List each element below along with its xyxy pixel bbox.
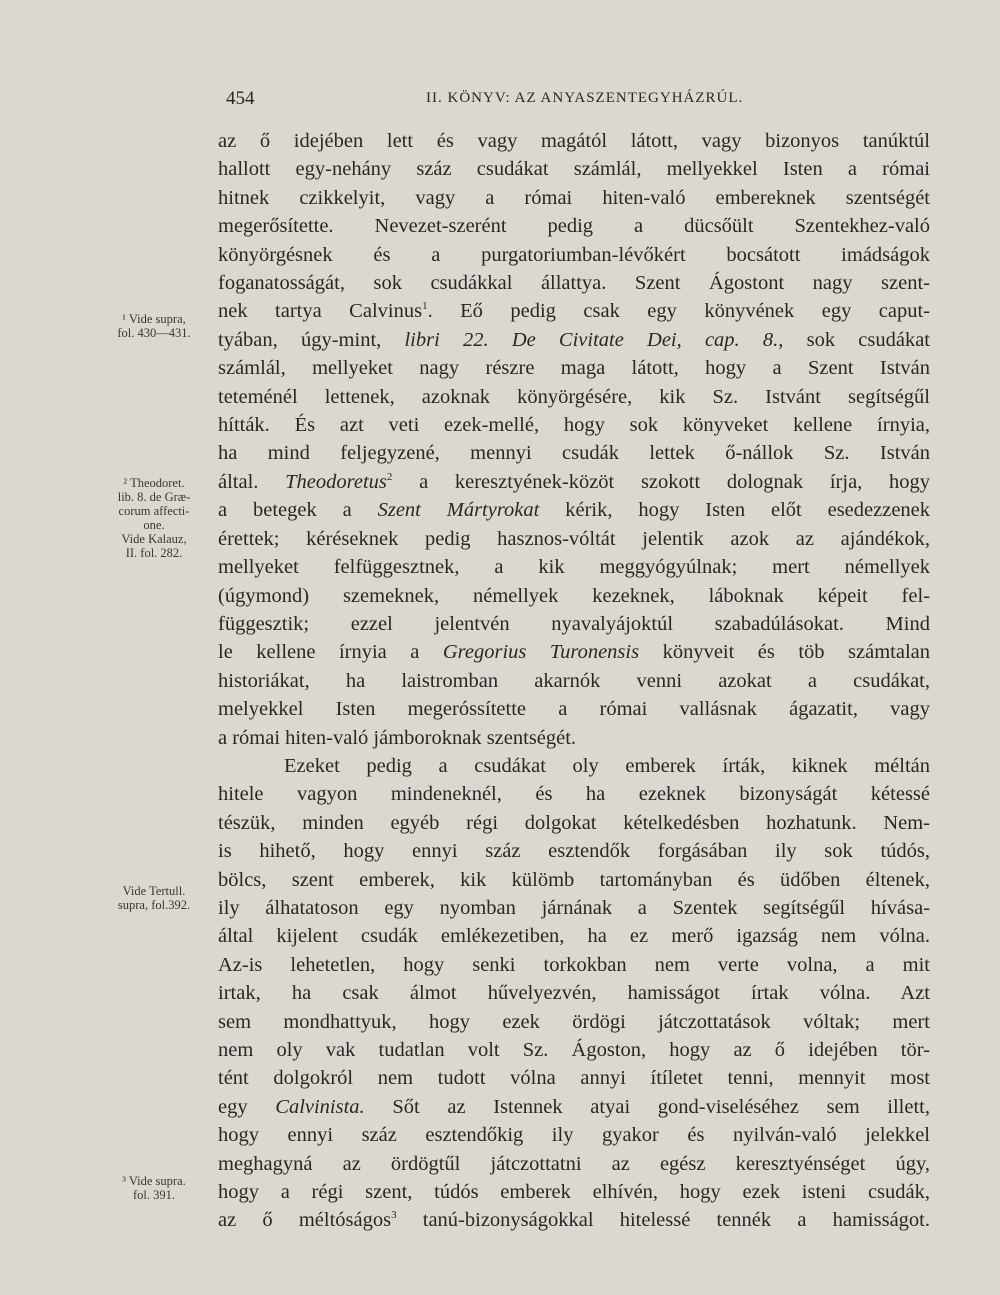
text-line: megerősítette. Nevezet-szerént pedig a dücsőült Szentekhez-való bbox=[218, 215, 930, 238]
sidenote-line: Vide Kalauz, bbox=[121, 532, 187, 546]
sidenote-line: one. bbox=[143, 518, 165, 532]
text-line: az ő idejében lett és vagy magától látott, vagy bizonyos tanúktúl bbox=[218, 130, 930, 152]
text-line: nem oly vak tudatlan volt Sz. Ágoston, hogy az ő idejében tör- bbox=[218, 1039, 930, 1061]
text-line: Az-is lehetetlen, hogy senki torkokban nem verte volna, a mit bbox=[218, 953, 930, 976]
footnote-marker: 3 bbox=[391, 1209, 397, 1222]
text-run: által. bbox=[218, 470, 259, 493]
text-line: historiákat, ha laistromban akarnók venni azokat a csudákat, bbox=[218, 669, 930, 692]
text-line bbox=[218, 496, 930, 524]
page-number: 454 bbox=[226, 88, 255, 109]
footnote-marker: 1 bbox=[422, 300, 428, 313]
text-run: tyában, úgy-mint, bbox=[218, 328, 382, 351]
italic-run: Szent Mártyrokat bbox=[377, 499, 540, 522]
text-line: érettek; kéréseknek pedig hasznos-vóltát jelentik azok az ajándékok, bbox=[218, 527, 930, 550]
text-run: nek tartya Calvinus bbox=[218, 300, 423, 323]
text-line: tént dolgokról nem tudott vólna annyi ítíletet tenni, mennyit most bbox=[218, 1067, 930, 1090]
sidenote-line: fol. 430—431. bbox=[117, 326, 191, 340]
sidenote-1 bbox=[96, 312, 212, 340]
text-line bbox=[218, 326, 930, 354]
text-run: a keresztyének-közöt szokott dolognak írja, hogy bbox=[419, 470, 931, 493]
text-line: hitele vagyon mindeneknél, és ha ezeknek bizonyságát kétessé bbox=[218, 783, 930, 806]
body-text bbox=[218, 127, 930, 1235]
text-line: irtak, ha csak álmot hűvelyezvén, hamisságot írtak vólna. Azt bbox=[218, 982, 930, 1005]
text-run: le kellene írnyia a bbox=[218, 641, 420, 664]
sidenote-line: corum affecti- bbox=[118, 504, 190, 518]
text-line: foganatosságát, sok csudákkal állattya. Szent Ágostont nagy szent- bbox=[218, 272, 930, 295]
text-line: tészük, minden egyéb régi dolgokat kételkedésben hozhatunk. Nem- bbox=[218, 811, 930, 834]
text-line: könyörgésnek és a purgatoriumban-lévőkért bocsátott imádságok bbox=[218, 243, 930, 266]
sidenote-line: ³ Vide supra. bbox=[122, 1174, 186, 1188]
text-line: teteménél lettenek, azoknak könyörgésére, kik Sz. Istvánt segítségűl bbox=[218, 385, 930, 408]
italic-run: Gregorius Turonensis bbox=[442, 641, 640, 664]
sidenote-line: supra, fol.392. bbox=[117, 898, 191, 912]
italic-run: libri 22. De Civitate Dei, cap. 8. bbox=[404, 328, 779, 351]
text-run: egy bbox=[218, 1095, 248, 1118]
text-run: tanú-bizonyságokkal hitelessé tennék a hamisságot. bbox=[422, 1209, 930, 1232]
text-line: hogy ennyi száz esztendőkig ily gyakor és nyilván-való jelekkel bbox=[218, 1124, 930, 1147]
sidenote-line: lib. 8. de Græ- bbox=[117, 490, 191, 504]
text-line: mellyeket felfüggesztnek, a kik meggyógyúlnak; mert némellyek bbox=[218, 556, 930, 579]
text-line: hítták. És azt veti ezek-mellé, hogy sok könyveket kellene írnyia, bbox=[218, 414, 930, 437]
text-line: meghagyná az ördögtűl játczottatni az egész keresztyénséget úgy, bbox=[218, 1152, 930, 1175]
italic-run: Theodoretus bbox=[285, 470, 387, 493]
page-header bbox=[226, 88, 926, 112]
sidenote-line: fol. 391. bbox=[132, 1188, 175, 1202]
text-run: könyveit és töb számtalan bbox=[662, 641, 930, 664]
text-run: , sok csudákat bbox=[778, 328, 930, 351]
text-line bbox=[218, 1206, 930, 1234]
text-line: bölcs, szent emberek, kik külömb tartományban és üdőben éltenek, bbox=[218, 868, 930, 891]
text-line: ily álhatatoson egy nyomban járnának a Szentek segítségűl hívása- bbox=[218, 896, 930, 919]
text-line: hallott egy-nehány száz csudákat számlál, mellyekkel Isten a római bbox=[218, 158, 930, 181]
text-line: által kijelent csudák emlékezetiben, ha ez merő igazság nem vólna. bbox=[218, 925, 930, 948]
sidenote-2 bbox=[96, 476, 212, 560]
sidenote-3 bbox=[96, 884, 212, 912]
text-run: az ő méltóságos bbox=[218, 1209, 392, 1232]
text-line: a római hiten-való jámboroknak szentségét. bbox=[218, 726, 577, 749]
text-run: Sőt az Istennek atyai gond-viseléséhez sem illett, bbox=[392, 1095, 930, 1118]
text-line: Ezeket pedig a csudákat oly emberek írták, kiknek méltán bbox=[284, 754, 930, 777]
sidenote-line: Vide Tertull. bbox=[122, 884, 186, 898]
sidenote-line: II. fol. 282. bbox=[125, 546, 183, 560]
text-line: melyekkel Isten megeróssítette a római vallásnak ágazatit, vagy bbox=[218, 698, 930, 721]
text-run: . Eő pedig csak egy könyvének egy caput- bbox=[427, 300, 931, 323]
sidenote-4 bbox=[96, 1174, 212, 1202]
text-line bbox=[218, 468, 930, 496]
text-line bbox=[218, 1093, 930, 1121]
text-line bbox=[218, 638, 930, 666]
footnote-marker: 2 bbox=[386, 471, 393, 484]
text-line: sem mondhattyuk, hogy ezek ördögi játczottatások vóltak; mert bbox=[218, 1010, 930, 1033]
sidenote-line: ² Theodoret. bbox=[123, 476, 185, 490]
sidenote-line: ¹ Vide supra, bbox=[122, 312, 186, 326]
text-line bbox=[218, 297, 930, 325]
text-line: hogy a régi szent, túdós emberek elhívén, hogy ezek isteni csudák, bbox=[218, 1181, 930, 1204]
text-line: számlál, mellyeket nagy részre maga látott, hogy a Szent István bbox=[218, 357, 930, 380]
running-head: II. KÖNYV: AZ ANYASZENTEGYHÁZRÚL. bbox=[426, 90, 744, 106]
text-line: is hihető, hogy ennyi száz esztendők forgásában ily sok túdós, bbox=[218, 840, 930, 863]
text-line: (úgymond) szemeknek, némellyek kezeknek, láboknak képeit fel- bbox=[218, 584, 930, 607]
text-run: a betegek a bbox=[218, 499, 352, 522]
italic-run: Calvinista. bbox=[275, 1095, 365, 1118]
text-run: kérik, hogy Isten előt esedezzenek bbox=[565, 499, 931, 522]
text-line: függesztik; ezzel jelentvén nyavalyájoktúl szabadúlásokat. Mind bbox=[218, 612, 930, 635]
text-line: ha mind feljegyzené, mennyi csudák lettek ő-nállok Sz. István bbox=[218, 442, 930, 465]
text-line: hitnek czikkelyit, vagy a római hiten-való embereknek szentségét bbox=[218, 186, 930, 209]
